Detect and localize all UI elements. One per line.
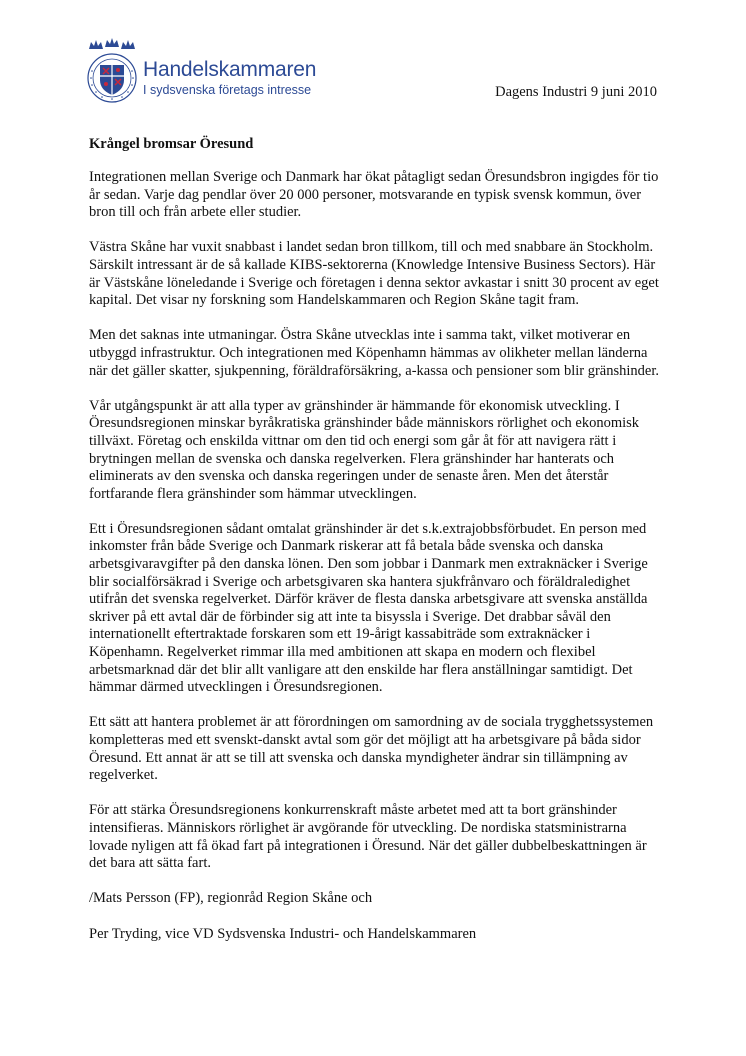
paragraph: Integrationen mellan Sverige och Danmark har ökat påtagligt sedan Öresundsbron ingigdes för tio år sedan. Varje dag pendlar över 20 000 personer, motsvarande en typisk svensk kommun, över bron till och från arbete eller studier.	[89, 169, 659, 221]
paragraph: Ett i Öresundsregionen sådant omtalat gränshinder är det s.k.extrajobbsförbudet. En person med inkomster från både Sverige och Danmark riskerar att få betala både svenska och danska arbetsgivaravgifter på den danska lönen. Den som jobbar i Danmark men extraknäcker i Sverige blir socialförsäkrad i Sverige och arbetsgivaren ska hantera sjukfrånvaro och föräldraledighet utifrån det svenska regelverket. Därför kräver de flesta danska arbetsgivare att svenska anställda skriver på ett avtal där de förbinder sig att inte ta bisyssla i Sverige. Det drabbar såväl den internationellt eftertraktade forskaren som ett 19-årigt kassabiträde som extraknäcker i Köpenhamn. Regelverket rimmar illa med ambitionen att skapa en modern och flexibel arbetsmarknad där det blir allt vanligare att den enskilde har flera anställningar samtidigt. Det hämmar därmed utvecklingen i Öresundsregionen.	[89, 520, 648, 696]
paragraph: För att stärka Öresundsregionens konkurrenskraft måste arbetet med att ta bort gränshinder intensifieras. Människors rörlighet är avgörande för utveckling. De nordiska statsministrarna lovade nyligen att få ökad fart på integrationen i Öresund. När det gäller dubbelbeskattningen är det bara att sätta fart.	[89, 802, 647, 872]
org-tagline: I sydsvenska företags intresse	[143, 83, 312, 97]
signature-block	[89, 890, 664, 943]
paragraph: Vår utgångspunkt är att alla typer av gränshinder är hämmande för ekonomisk utveckling. I Öresundsregionen minskar byråkratiska gränshinder både människors rörlighet och ekonomisk tillväxt. Företag och enskilda vittnar om den tid och energi som går åt för att navigera rätt i brytningen mellan de svenska och danska regelverken. Flera gränshinder har hanterats och eliminerats av den svenska och danska regeringen under de senaste åren. Men det återstår fortfarande flera gränshinder som hämmar utvecklingen.	[89, 397, 640, 502]
org-name: Handelskammaren	[143, 58, 317, 81]
article-headline: Krångel bromsar Öresund	[89, 136, 254, 152]
article-body	[89, 169, 664, 961]
publication-dateline: Dagens Industri 9 juni 2010	[495, 84, 657, 100]
signature-line: /Mats Persson (FP), regionråd Region Skåne och	[89, 890, 373, 907]
letterhead-logo	[84, 38, 334, 108]
paragraph: Västra Skåne har vuxit snabbast i landet sedan bron tillkom, till och med snabbare än Stockholm. Särskilt intressant är de så kallade KIBS-sektorerna (Knowledge Intensive Business Sectors). Här är Västskåne löneledande i Sverige och företagen i denna sektor avkastar i snitt 30 procent av eget kapital. Det visar ny forskning som Handelskammaren och Region Skåne tagit fram.	[89, 239, 659, 309]
signature-line: Per Tryding, vice VD Sydsvenska Industri- och Handelskammaren	[89, 925, 477, 942]
paragraph: Ett sätt att hantera problemet är att förordningen om samordning av de sociala trygghetssystemen kompletteras med ett svenskt-danskt avtal som gör det möjligt att ha arbetsgivare på båda sidor Öresund. Ett annat är att se till att svenska och danska myndigheter ändrar sin tillämpning av regelverket.	[89, 714, 654, 784]
paragraph: Men det saknas inte utmaningar. Östra Skåne utvecklas inte i samma takt, vilket motiverar en utbyggd infrastruktur. Och integrationen med Köpenhamn hämmas av olikheter mellan länderna när det gäller skatter, sjukpenning, föräldraförsäkring, a-kassa och pensioner som blir gränshinder.	[89, 327, 659, 379]
chamber-crest-icon	[84, 38, 140, 104]
